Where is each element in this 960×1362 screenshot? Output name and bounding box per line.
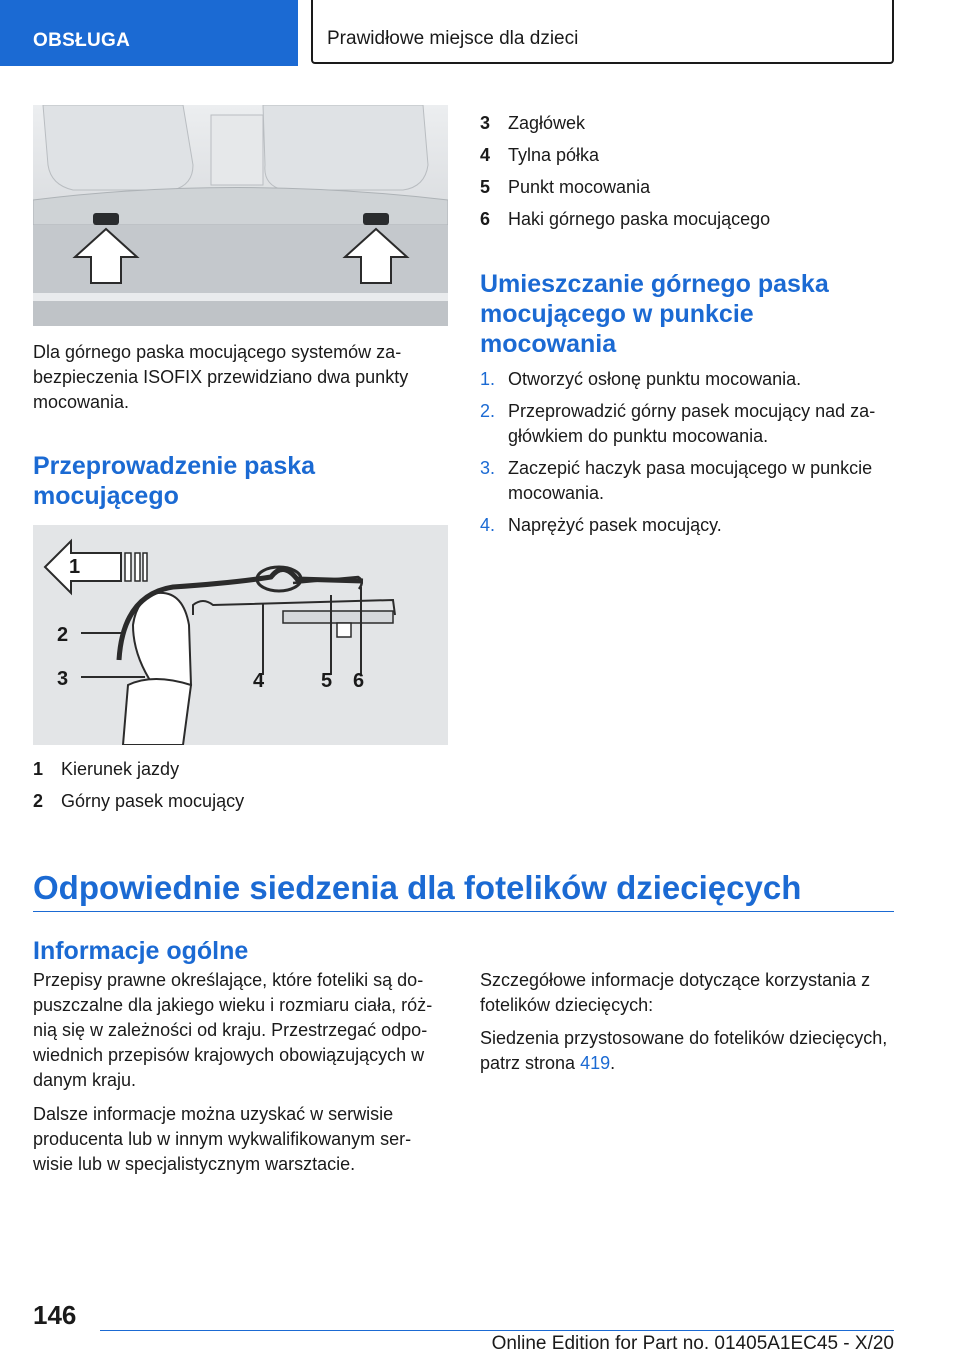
legend-number: 3: [480, 113, 491, 133]
legend-text: Haki górnego paska mocującego: [508, 209, 771, 229]
section-tab: [0, 0, 298, 66]
diagram-label-2: 2: [57, 624, 69, 646]
section-subtitle: Informacje ogólne: [33, 937, 249, 965]
step-text: Zaczepić haczyk pasa mocującego w punkcie mocowania.: [508, 458, 873, 503]
step-number: 1.: [480, 369, 496, 389]
legend-text: Punkt mocowania: [508, 177, 651, 197]
section-label: OBSŁUGA: [33, 30, 131, 51]
legend-text: Tylna półka: [508, 145, 600, 165]
diagram-label-1: 1: [69, 556, 81, 578]
legend-number: 5: [480, 177, 491, 197]
legend-text: Kierunek jazdy: [61, 759, 180, 779]
legend-number: 6: [480, 209, 491, 229]
general-info-paragraph-2: Dalsze informacje można uzyskać w serwisie producenta lub w innym wykwalifikowanym serwisie lub w specjalistycznym warsztacie.: [33, 1104, 412, 1174]
legend-item: [480, 175, 650, 200]
step-number: 3.: [480, 458, 496, 478]
reference-suffix: .: [610, 1053, 616, 1073]
footer-rule: [100, 1330, 894, 1331]
legend-text: Górny pasek mocujący: [61, 791, 245, 811]
step-item: [480, 456, 894, 506]
legend-number: 4: [480, 145, 491, 165]
details-paragraph: Szczegółowe informacje dotyczące korzystania z fotelików dziecięcych:: [480, 970, 871, 1015]
reference-paragraph: [480, 1026, 890, 1076]
legend-item: [33, 789, 244, 814]
step-item: [480, 513, 894, 538]
page-number: 146: [33, 1300, 77, 1330]
step-number: 2.: [480, 401, 496, 421]
general-info-paragraph-1: Przepisy prawne określające, które foteliki są dopuszczalne dla jakiego wieku i rozmiaru ciała, różnią się w zależności od kraju. Przestrzegać odpowiednich przepisów krajowych obowiązujących w danym kraju.: [33, 970, 433, 1090]
legend-text: Zagłówek: [508, 113, 586, 133]
step-item: [480, 367, 894, 392]
section-rule: [33, 911, 894, 912]
isofix-anchor-photo: [33, 105, 448, 326]
step-number: 4.: [480, 515, 496, 535]
page-reference-link[interactable]: 419: [580, 1053, 611, 1073]
page-header: [311, 0, 894, 64]
page-header-title: Prawidłowe miejsce dla dzieci: [327, 28, 579, 49]
step-text: Otworzyć osłonę punktu mocowania.: [508, 369, 802, 389]
diagram-label-3: 3: [57, 668, 69, 690]
step-text: Przeprowadzić górny pasek mocujący nad zagłówkiem do punktu mocowania.: [508, 401, 876, 446]
legend-item: [480, 207, 770, 232]
legend-number: 1: [33, 759, 44, 779]
tether-heading: Przeprowadzenie paska mocującego: [33, 452, 316, 510]
legend-item: [480, 143, 599, 168]
diagram-label-5: 5: [321, 670, 333, 692]
isofix-caption: Dla górnego paska mocującego systemów zabezpieczenia ISOFIX przewidziano dwa punkty mocowania.: [33, 342, 409, 412]
legend-item: [480, 111, 585, 136]
step-item: [480, 399, 894, 449]
tether-routing-diagram: [33, 525, 448, 745]
diagram-label-6: 6: [353, 670, 365, 692]
legend-item: [33, 757, 179, 782]
step-text: Naprężyć pasek mocujący.: [508, 515, 722, 535]
reference-text: Siedzenia przystosowane do fotelików dziecięcych, patrz strona: [480, 1028, 888, 1073]
section-title: Odpowiednie siedzenia dla fotelików dziecięcych: [33, 869, 802, 906]
legend-number: 2: [33, 791, 44, 811]
diagram-label-4: 4: [253, 670, 265, 692]
footer-edition: Online Edition for Part no. 01405A1EC45 - X/20: [491, 1333, 894, 1354]
anchor-heading: Umieszczanie górnego paska mocującego w punkcie mocowania: [480, 270, 829, 358]
